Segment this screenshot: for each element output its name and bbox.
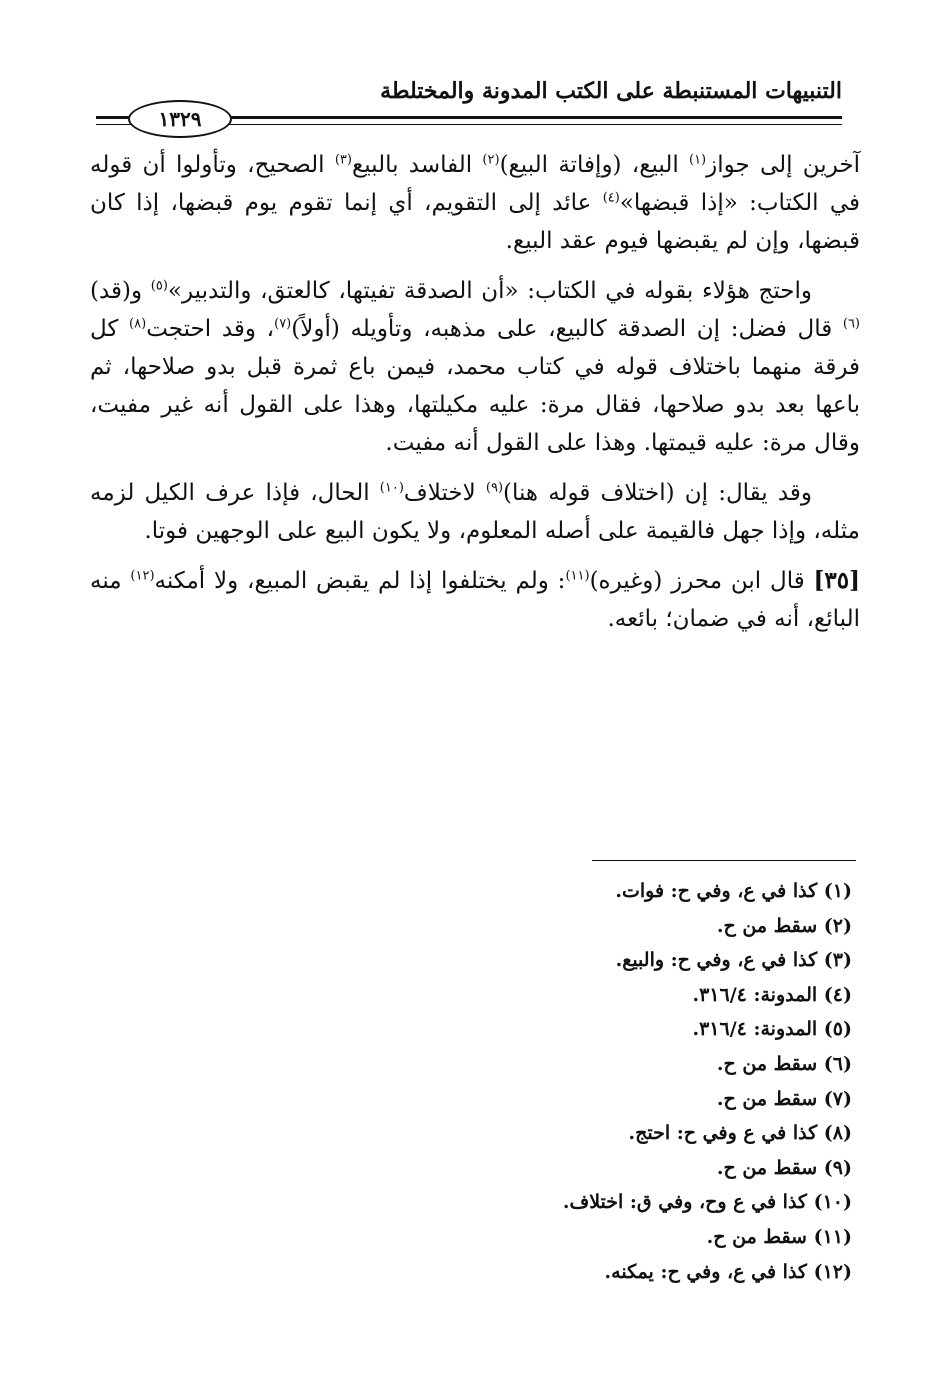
footnote-marker: (١٢) (130, 568, 155, 584)
paragraph-2 (90, 272, 860, 462)
footnote-item: (٩) سقط من ح. (716, 1156, 852, 1179)
text-run: الفاسد بالبيع (351, 152, 483, 178)
footnote-item: (١) كذا في ع، وفي ح: فوات. (615, 880, 852, 902)
footnote-marker: (١) (688, 152, 707, 168)
paragraph-3 (90, 474, 860, 550)
footnote-marker: (٤) (602, 190, 620, 206)
text-run: الصحيح، وتأولوا أن قوله في الكتاب: «إذا قبضها» (90, 152, 861, 216)
running-header-title: التنبيهات المستنبطة على الكتب المدونة والمختلطة (380, 78, 842, 104)
text-run: ، وقد احتجت (146, 316, 275, 342)
page-number: ١٣٢٩ (158, 107, 202, 131)
text-run: الحال، فإذا عرف الكيل لزمه مثله، وإذا جهل فالقيمة على أصله المعلوم، ولا يكون البيع على الوجهين فوتا. (90, 480, 860, 544)
text-run: عائد إلى التقويم، أي إنما تقوم يوم قبضها، إذا كان قبضها، وإن لم يقبضها فيوم عقد البيع. (90, 190, 860, 254)
footnote-marker: (٩) (485, 480, 504, 496)
footnote-item: (٥) المدونة: ٣١٦/٤. (692, 1018, 852, 1041)
text-run: واحتج هؤلاء بقوله في الكتاب: «أن الصدقة تفيتها، كالعتق، والتدبير» (167, 278, 813, 304)
footnote-separator (592, 860, 856, 861)
footnote-marker: (٧) (274, 316, 292, 332)
footnote-marker: (٨) (129, 316, 147, 332)
page-number-badge (128, 100, 232, 138)
footnote-item: (٨) كذا في ع وفي ح: احتج. (628, 1122, 852, 1145)
footnote-item: (٦) سقط من ح. (716, 1052, 852, 1075)
footnote-item: (٧) سقط من ح. (716, 1087, 852, 1110)
footnote-item: (٤) المدونة: ٣١٦/٤. (692, 983, 852, 1006)
footnote-item: (٢) سقط من ح. (716, 914, 852, 937)
text-run: البيع، (وإفاتة البيع) (499, 152, 689, 178)
text-run: كل فرقة منهما باختلاف قوله في كتاب محمد، فيمن باع ثمرة قبل بدو صلاحها، ثم باعها بعد بدو صلاحها، فقال مرة: عليه مكيلتها، وهذا على القول أنه غير مفيت، وقال مرة: عليه قيمتها. وهذا على القول أنه مفيت. (90, 316, 860, 456)
text-run: : ولم يختلفوا إذا لم يقبض المبيع، ولا أمكنه (154, 568, 566, 594)
footnote-marker: (١١) (565, 568, 590, 584)
footnote-marker: (٥) (150, 278, 168, 294)
footnote-marker: (٣) (334, 152, 352, 168)
text-run: قال فضل: إن الصدقة كالبيع، على مذهبه، وتأويله (أولاً) (291, 316, 843, 342)
footnote-marker: (١٠) (379, 480, 404, 496)
footnote-item: (٣) كذا في ع، وفي ح: والبيع. (615, 949, 852, 972)
paragraph-1 (90, 146, 860, 260)
text-run: قال ابن محرز (وغيره) (589, 568, 814, 594)
footnote-item: (١٠) كذا في ع وح، وفي ق: اختلاف. (562, 1191, 852, 1214)
footnote-item: (١١) سقط من ح. (706, 1225, 852, 1248)
text-run: لاختلاف (403, 480, 486, 506)
main-text (90, 146, 860, 638)
text-run: منه البائع، أنه في ضمان؛ بائعه. (90, 568, 860, 632)
footnote-marker: (٦) (842, 316, 860, 332)
footnote-marker: (٢) (482, 152, 500, 168)
footnote-item: (١٢) كذا في ع، وفي ح: يمكنه. (604, 1260, 852, 1283)
paragraph-4 (90, 562, 860, 638)
text-run: وقد يقال: إن (اختلاف قوله هنا) (503, 480, 813, 506)
section-number: [٣٥] (813, 567, 860, 594)
footnotes (152, 874, 852, 1289)
text-run: آخرين إلى جواز (706, 152, 861, 178)
text-run: و(قد) (90, 278, 151, 304)
